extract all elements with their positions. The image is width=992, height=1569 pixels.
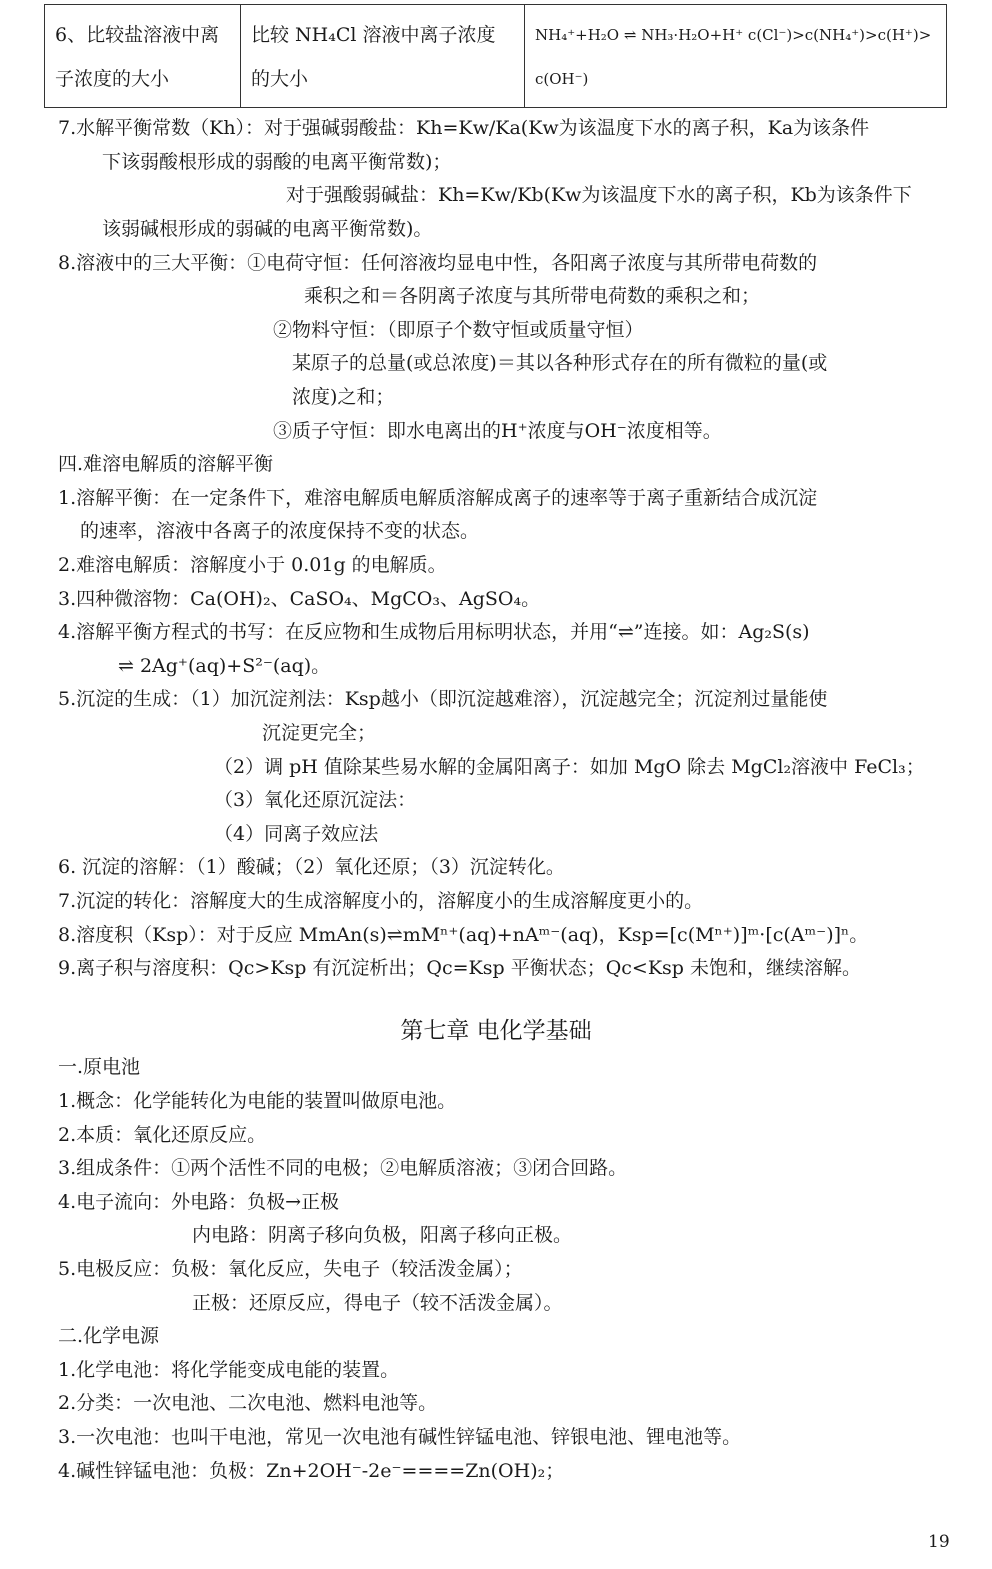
text-line: 沉淀更完全； [262,722,377,744]
text-line: 该弱碱根形成的弱碱的电离平衡常数)。 [102,218,433,240]
table-cell-answer: NH₄⁺+H₂O ⇌ NH₃·H₂O+H⁺ c(Cl⁻)>c(NH₄⁺)>c(H⁺)>c(OH⁻) [525,5,947,108]
text-line: ③质子守恒：即水电离出的H⁺浓度与OH⁻浓度相等。 [273,420,722,442]
chapter-heading: 第七章 电化学基础 [400,1018,592,1044]
text-line: ⇌ 2Ag⁺(aq)+S²⁻(aq)。 [118,655,331,677]
text-line: （4）同离子效应法 [214,823,379,845]
text-line: 下该弱酸根形成的弱酸的电离平衡常数)； [102,151,452,173]
text-line: （2）调 pH 值除某些易水解的金属阳离子：如加 MgO 除去 MgCl₂溶液中 FeCl₃； [214,756,925,778]
text-line: 乘积之和＝各阴离子浓度与其所带电荷数的乘积之和； [304,285,761,307]
text-line: 对于强酸弱碱盐：Kh=Kw/Kb(Kw为该温度下水的离子积，Kb为该条件下 [286,184,912,206]
text-line: 正极：还原反应，得电子（较不活泼金属）。 [192,1292,563,1314]
text-line: 浓度)之和； [292,386,395,408]
text-line: 9.离子积与溶度积：Qc>Ksp 有沉淀析出；Qc=Ksp 平衡状态；Qc<Ksp 未饱和，继续溶解。 [58,957,861,979]
text-line: 内电路：阴离子移向负极，阳离子移向正极。 [192,1224,573,1246]
text-line: 7.沉淀的转化：溶解度大的生成溶解度小的，溶解度小的生成溶解度更小的。 [58,890,704,912]
page-number: 19 [928,1532,950,1552]
section-heading: 一.原电池 [58,1056,141,1078]
text-line: 某原子的总量(或总浓度)＝其以各种形式存在的所有微粒的量(或 [292,352,828,374]
text-line: 3.组成条件：①两个活性不同的电极；②电解质溶液；③闭合回路。 [58,1157,628,1179]
text-line: 2.分类：一次电池、二次电池、燃料电池等。 [58,1392,438,1414]
section-heading: 二.化学电源 [58,1325,160,1347]
text-line: 5.电极反应：负极：氧化反应，失电子（较活泼金属）； [58,1258,523,1280]
text-line: 3.四种微溶物：Ca(OH)₂、CaSO₄、MgCO₃、AgSO₄。 [58,588,541,610]
text-line: 1.溶解平衡：在一定条件下，难溶电解质电解质溶解成离子的速率等于离子重新结合成沉淀 [58,487,818,509]
text-line: 3.一次电池：也叫干电池，常见一次电池有碱性锌锰电池、锌银电池、锂电池等。 [58,1426,742,1448]
table-row [45,5,947,108]
text-line: 6. 沉淀的溶解：（1）酸碱；（2）氧化还原；（3）沉淀转化。 [58,856,565,878]
comparison-table [44,4,947,108]
text-line: 2.难溶电解质：溶解度小于 0.01g 的电解质。 [58,554,447,576]
table-cell-example: 比较 NH₄Cl 溶液中离子浓度的大小 [241,5,525,108]
text-line: （3）氧化还原沉淀法： [214,789,417,811]
text-line: 8.溶度积（Ksp）：对于反应 MmAn(s)⇌mMⁿ⁺(aq)+nAᵐ⁻(aq)，Ksp=[c(Mⁿ⁺)]ᵐ·[c(Aᵐ⁻)]ⁿ。 [58,924,869,946]
text-line: ②物料守恒：（即原子个数守恒或质量守恒） [273,319,644,341]
text-line: 7.水解平衡常数（Kh）：对于强碱弱酸盐：Kh=Kw/Ka(Kw为该温度下水的离子积，Ka为该条件 [58,117,870,139]
text-line: 4.电子流向：外电路：负极→正极 [58,1191,340,1213]
text-line: 2.本质：氧化还原反应。 [58,1124,267,1146]
text-line: 5.沉淀的生成：（1）加沉淀剂法：Ksp越小（即沉淀越难溶），沉淀越完全；沉淀剂过量能使 [58,688,828,710]
table-cell-topic: 6、比较盐溶液中离子浓度的大小 [45,5,241,108]
text-line: 4.溶解平衡方程式的书写：在反应物和生成物后用标明状态，并用“⇌”连接。如：Ag₂S(s) [58,621,810,643]
text-line: 4.碱性锌锰电池：负极：Zn+2OH⁻-2e⁻====Zn(OH)₂； [58,1460,565,1482]
text-line: 1.化学电池：将化学能变成电能的装置。 [58,1359,400,1381]
text-line: 1.概念：化学能转化为电能的装置叫做原电池。 [58,1090,457,1112]
section-heading: 四.难溶电解质的溶解平衡 [58,453,274,475]
text-line: 的速率，溶液中各离子的浓度保持不变的状态。 [80,520,480,542]
text-line: 8.溶液中的三大平衡：①电荷守恒：任何溶液均显电中性，各阳离子浓度与其所带电荷数的 [58,252,818,274]
